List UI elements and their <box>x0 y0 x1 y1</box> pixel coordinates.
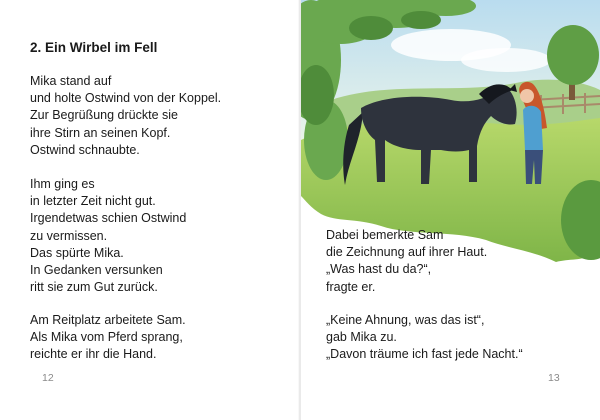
text-line: In Gedanken versunken <box>30 263 163 278</box>
tree-foliage <box>547 25 599 85</box>
paragraph <box>30 176 186 296</box>
text-line: die Zeichnung auf ihrer Haut. <box>326 245 488 260</box>
text-line: reichte er ihr die Hand. <box>30 347 157 362</box>
text-line: ihre Stirn an seinen Kopf. <box>30 125 171 140</box>
text-line: Zur Begrüßung drückte sie <box>30 108 178 123</box>
text-line: Das spürte Mika. <box>30 245 124 260</box>
text-line: Als Mika vom Pferd sprang, <box>30 330 183 345</box>
chapter-title: 2. Ein Wirbel im Fell <box>30 40 158 55</box>
paragraph <box>30 73 221 159</box>
text-line: in letzter Zeit nicht gut. <box>30 194 156 209</box>
text-line: und holte Ostwind von der Koppel. <box>30 91 222 106</box>
text-line: Ostwind schnaubte. <box>30 142 140 157</box>
text-line: „Was hast du da?“, <box>326 262 432 277</box>
page-number: 13 <box>548 372 560 384</box>
text-line: gab Mika zu. <box>326 330 397 345</box>
paragraph <box>326 227 487 296</box>
cloud <box>461 48 551 72</box>
page-number: 12 <box>42 372 54 384</box>
text-line: „Davon träume ich fast jede Nacht.“ <box>326 347 523 362</box>
paragraph <box>326 312 523 364</box>
text-line: fragte er. <box>326 279 376 294</box>
text-line: Am Reitplatz arbeitete Sam. <box>30 313 186 327</box>
text-line: ritt sie zum Gut zurück. <box>30 280 158 295</box>
text-line: Mika stand auf <box>30 74 112 88</box>
text-line: Ihm ging es <box>30 177 95 191</box>
text-line: Dabei bemerkte Sam <box>326 228 444 242</box>
text-line: „Keine Ahnung, was das ist“, <box>326 313 485 327</box>
paragraph <box>30 312 186 364</box>
text-line: zu vermissen. <box>30 228 108 243</box>
text-line: Irgendetwas schien Ostwind <box>30 211 187 226</box>
